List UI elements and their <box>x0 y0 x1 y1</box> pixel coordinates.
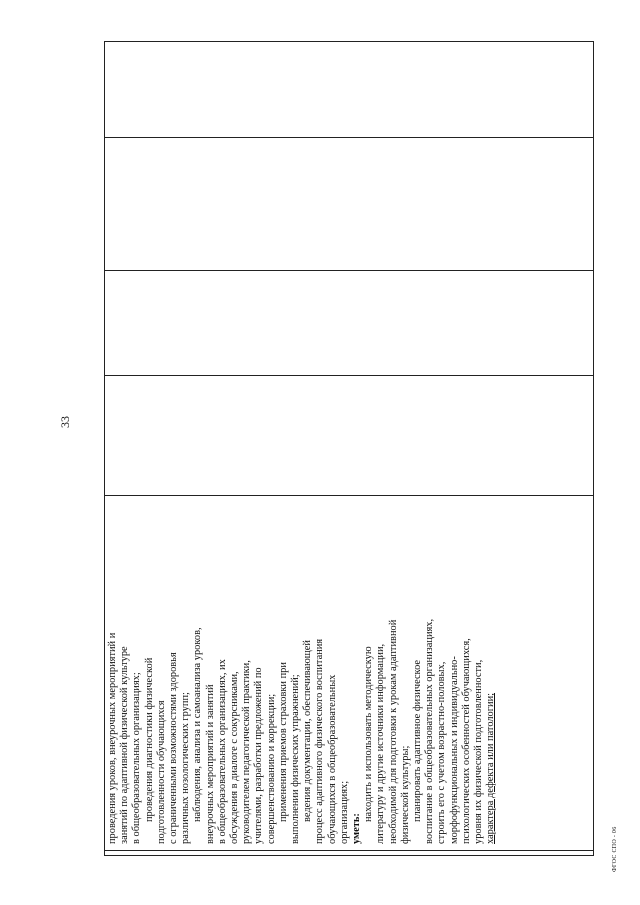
content-line: руководителем педагогической практики, <box>241 660 253 844</box>
content-line: наблюдения, анализа и самоанализа уроков, <box>192 627 204 822</box>
table-column-content <box>105 495 593 850</box>
content-line: планировать адаптивное физическое <box>412 659 424 822</box>
content-line: литературу и другие источники информации, <box>375 643 387 844</box>
page-number: 33 <box>58 416 72 428</box>
content-line: обучающихся в общеобразовательных <box>326 674 338 844</box>
content-line: ведения документации, обеспечивающей <box>302 640 314 822</box>
content-line: в общеобразовательных организациях, их <box>216 659 228 844</box>
content-line: находить и использовать методическую <box>363 646 375 822</box>
table-column-3 <box>105 375 593 495</box>
content-line: проведения диагностики физической <box>143 657 155 822</box>
content-line: необходимой для подготовки к урокам адаптивной <box>387 619 399 844</box>
content-line: строить его с учетом возрастно-половых, <box>436 661 448 844</box>
table-column-4 <box>105 270 593 375</box>
content-line: внеурочных мероприятий и занятий <box>204 684 216 844</box>
content-line: в общеобразовательных организациях; <box>131 672 143 844</box>
skills-heading: уметь: <box>351 813 363 844</box>
content-line: различных нозологических групп; <box>180 692 192 844</box>
requirements-table <box>104 41 594 856</box>
content-line: совершенствованию и коррекции; <box>265 693 277 844</box>
content-line: занятий по адаптивной физической культуре <box>119 646 131 844</box>
table-column-6 <box>105 40 593 137</box>
content-line: обсуждения в диалоге с сокурсниками, <box>229 671 241 844</box>
content-line: с ограниченными возможностями здоровья <box>168 652 180 844</box>
content-line: характера дефекта или патологии; <box>485 692 497 844</box>
content-line: учителями, разработки предложений по <box>253 667 265 844</box>
table-column-index <box>105 850 593 855</box>
content-line: подготовленности обучающихся <box>155 700 167 844</box>
content-line: физической культуры; <box>399 745 411 844</box>
content-line: процесс адаптивного физического воспитания <box>314 638 326 844</box>
content-line: применения приемов страховки при <box>277 662 289 822</box>
content-line: выполнении физических упражнений; <box>290 674 302 844</box>
content-cell <box>107 500 498 844</box>
content-line: уровня их физической подготовленности, <box>473 659 485 844</box>
footer-label: ФГОС СПО - 06 <box>612 826 618 872</box>
content-line: организациях; <box>338 780 350 844</box>
content-line: проведения уроков, внеурочных мероприятий и <box>107 632 118 844</box>
content-line: морфофункциональных и индивидуально- <box>448 656 460 844</box>
content-line: воспитание в общеобразовательных организациях, <box>424 618 436 844</box>
content-line: психологических особенностей обучающихся, <box>460 638 472 844</box>
table-column-5 <box>105 137 593 270</box>
